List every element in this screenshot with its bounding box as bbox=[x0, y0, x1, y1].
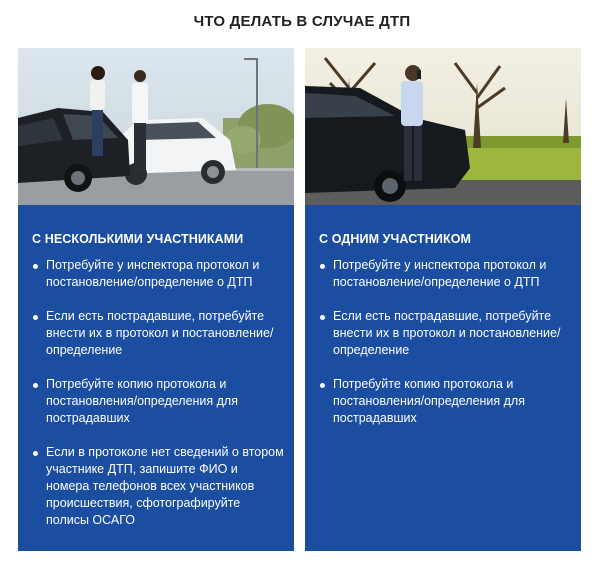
instructions-list bbox=[18, 257, 294, 529]
list-item bbox=[32, 257, 284, 291]
list-item-text: Потребуйте у инспектора протокол и постановление/определение о ДТП bbox=[46, 258, 260, 289]
list-item bbox=[32, 308, 284, 359]
list-item-text: Если в протоколе нет сведений о втором участнике ДТП, запишите ФИО и номера телефонов всех участников происшествия, сфотографируйте полисы ОСАГО bbox=[46, 445, 284, 527]
list-item-text: Если есть пострадавшие, потребуйте внести их в протокол и постановление/определение bbox=[46, 309, 274, 357]
page-title: ЧТО ДЕЛАТЬ В СЛУЧАЕ ДТП bbox=[193, 13, 411, 30]
instructions-list bbox=[305, 257, 581, 427]
two-people-at-two-cars-accident-photo bbox=[18, 48, 294, 205]
card-heading: С НЕСКОЛЬКИМИ УЧАСТНИКАМИ bbox=[32, 232, 244, 246]
list-item-text: Потребуйте у инспектора протокол и постановление/определение о ДТП bbox=[333, 258, 547, 289]
list-item bbox=[319, 257, 571, 291]
single-participant-card bbox=[305, 48, 581, 551]
card-heading: С ОДНИМ УЧАСТНИКОМ bbox=[319, 232, 472, 246]
bullet-icon bbox=[33, 383, 38, 388]
list-item bbox=[32, 376, 284, 427]
man-on-phone-at-damaged-car-photo bbox=[305, 48, 581, 205]
bullet-icon bbox=[33, 451, 38, 456]
multiple-participants-card bbox=[18, 48, 294, 551]
list-item bbox=[32, 444, 284, 529]
bullet-icon bbox=[33, 264, 38, 269]
bullet-icon bbox=[320, 383, 325, 388]
bullet-icon bbox=[320, 264, 325, 269]
bullet-icon bbox=[320, 315, 325, 320]
list-item-text: Потребуйте копию протокола и постановления/определения для пострадавших bbox=[333, 377, 525, 425]
list-item-text: Потребуйте копию протокола и постановления/определения для пострадавших bbox=[46, 377, 238, 425]
list-item-text: Если есть пострадавшие, потребуйте внести их в протокол и постановление/определение bbox=[333, 309, 561, 357]
list-item bbox=[319, 376, 571, 427]
bullet-icon bbox=[33, 315, 38, 320]
list-item bbox=[319, 308, 571, 359]
